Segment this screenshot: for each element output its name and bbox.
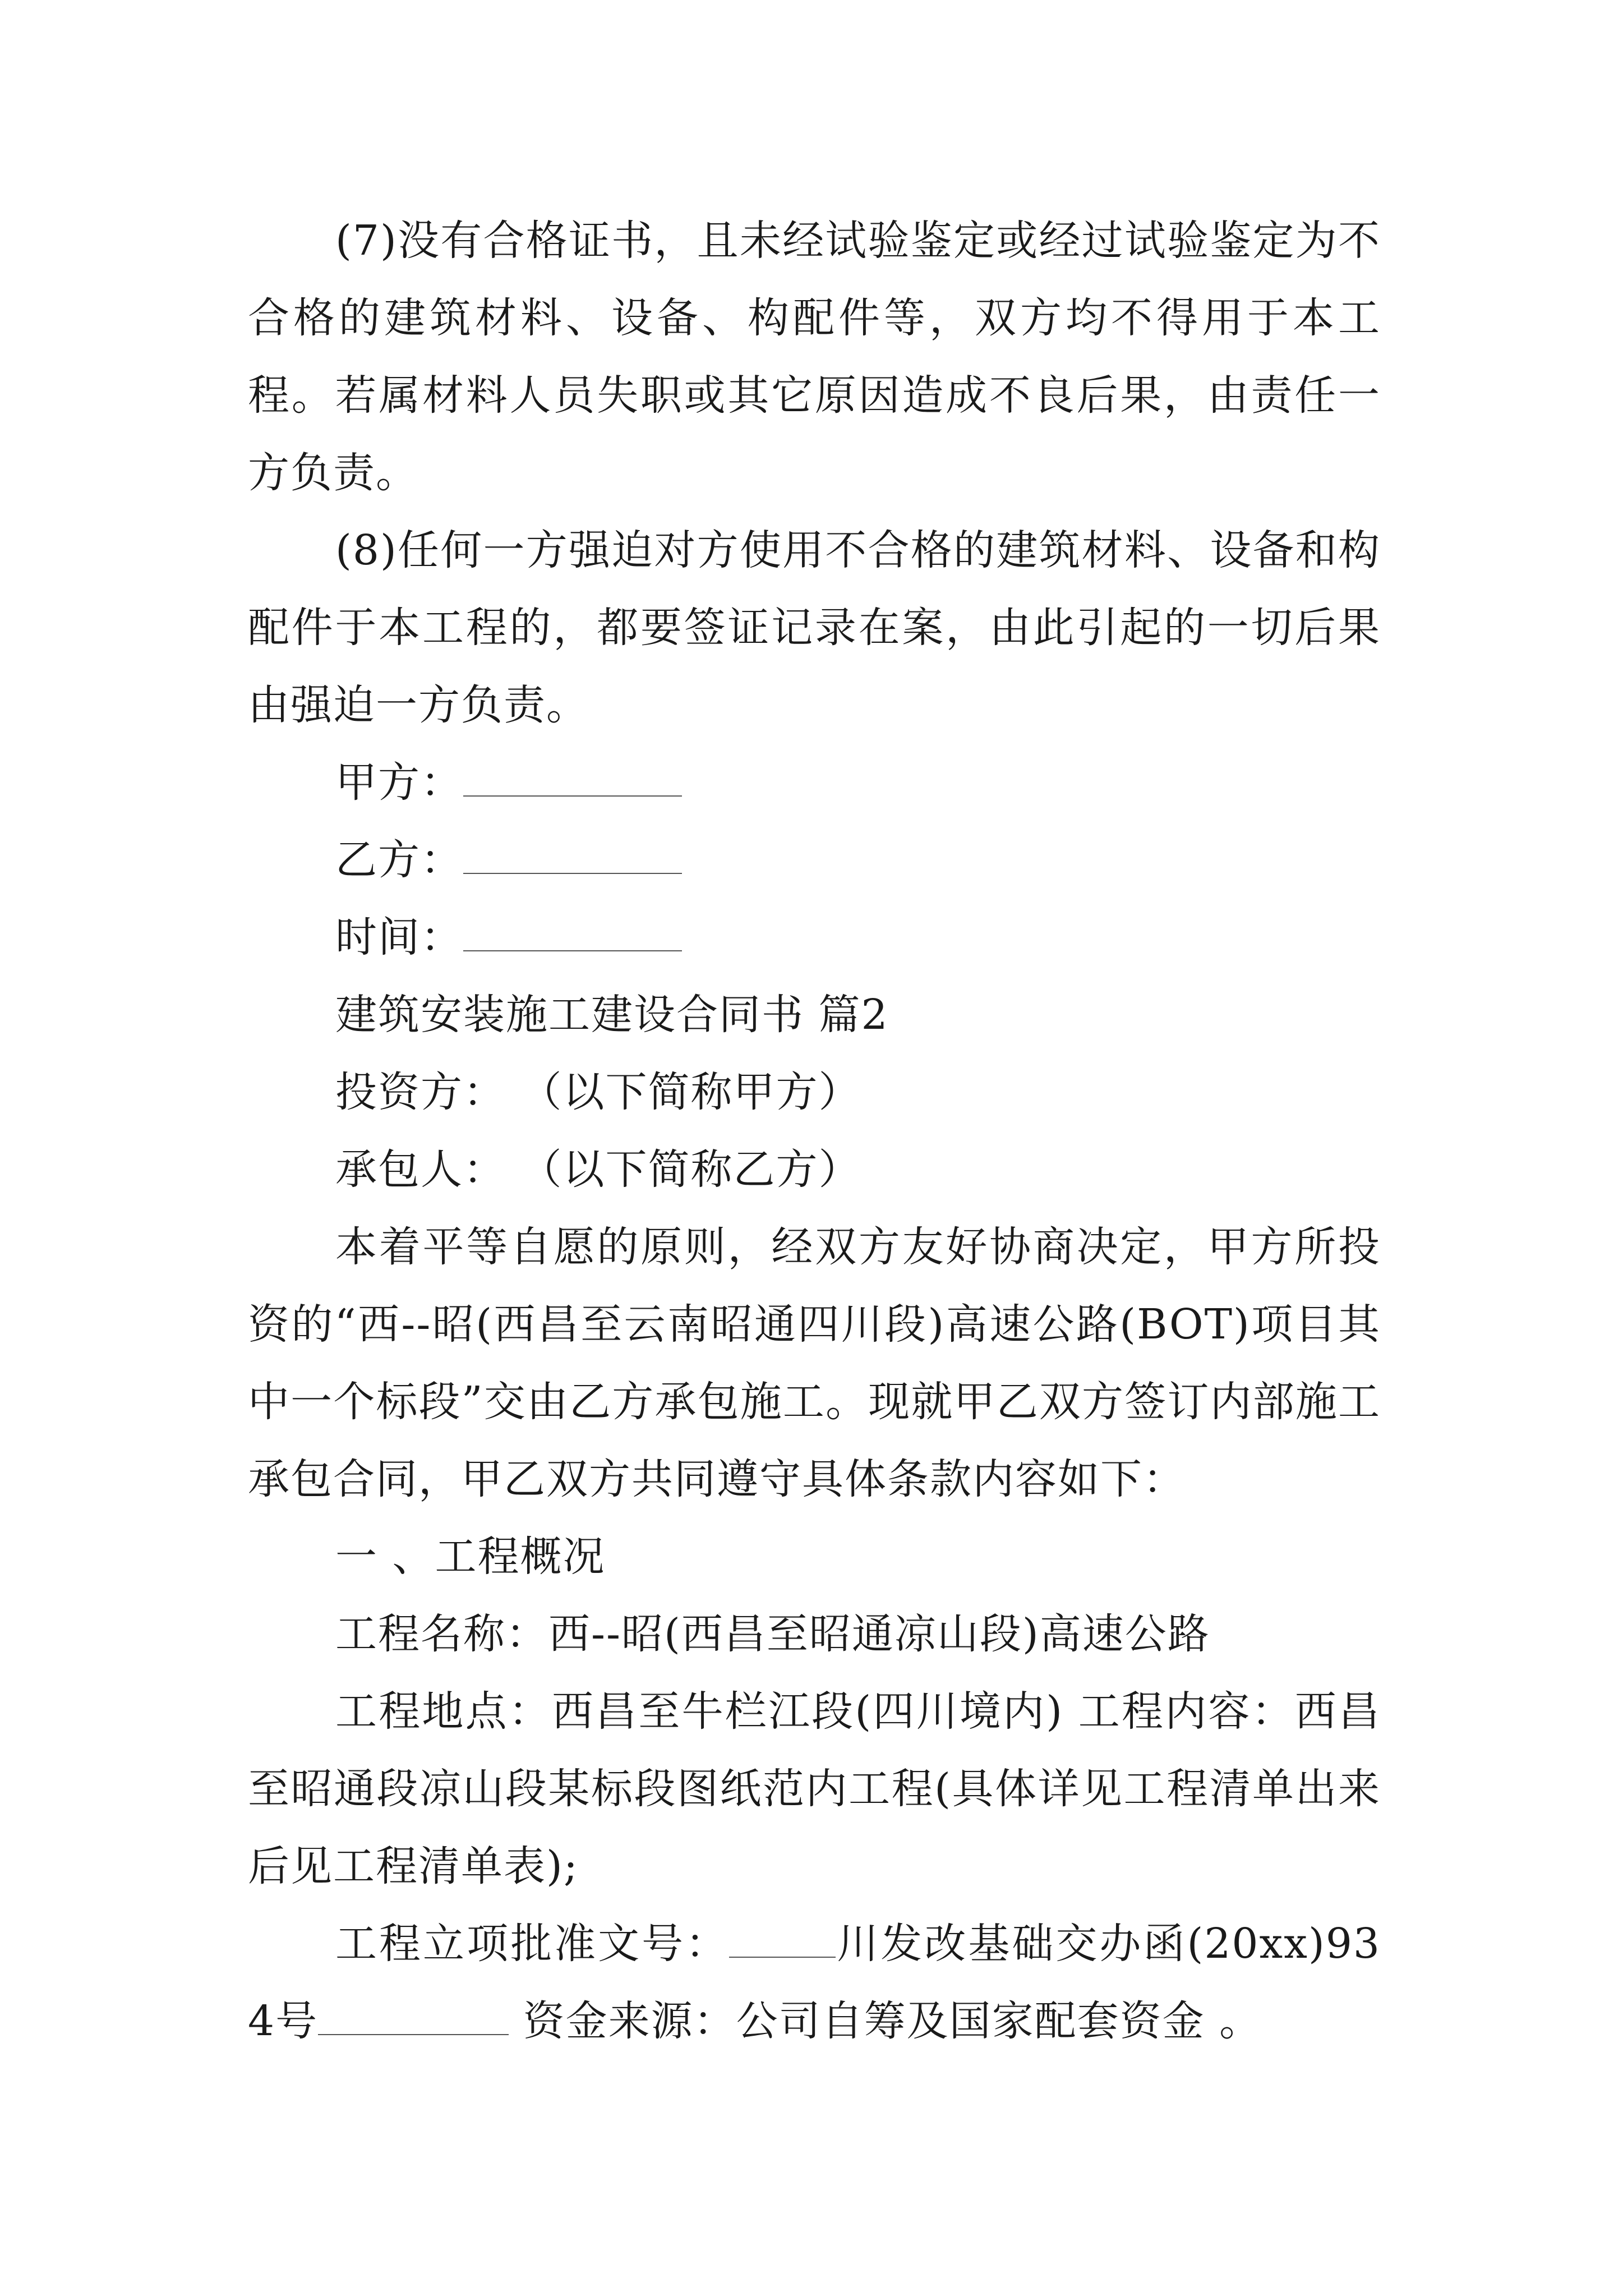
clause-7-paragraph: (7)没有合格证书，且未经试验鉴定或经过试验鉴定为不合格的建筑材料、设备、构配件等，双方均不得用于本工程。若属材料人员失职或其它原因造成不良后果，由责任一方负责。 [248,217,1381,497]
party-b-blank [463,839,682,874]
date-blank [463,917,682,951]
party-a-signature-line [248,744,1381,821]
approval-blank-after [318,2000,509,2035]
party-a-blank [463,762,682,797]
party-a-label: 甲方： [335,758,463,807]
project-name-line: 工程名称：西--昭(西昌至昭通凉山段)高速公路 [335,1610,1210,1658]
party-b-label: 乙方： [335,836,463,884]
section-title: 建筑安装施工建设合同书 篇2 [335,991,889,1039]
funding-source: 资金来源：公司自筹及国家配套资金 。 [509,1997,1262,2045]
intro-paragraph: 本着平等自愿的原则，经双方友好协商决定，甲方所投资的“西--昭(西昌至云南昭通四川段)高速公路(BOT)项目其中一个标段”交由乙方承包施工。现就甲乙双方签订内部施工承包合同，甲乙双方共同遵守具体条款内容如下： [248,1223,1381,1503]
approval-number: 川发改基础交办函(20xx)934号 [248,1920,1381,2045]
contractor-line: 承包人： （以下简称乙方） [335,1145,861,1194]
date-signature-line [248,899,1381,976]
date-label: 时间： [335,913,463,961]
project-location-paragraph: 工程地点：西昌至牛栏江段(四川境内) 工程内容：西昌至昭通段凉山段某标段图纸范内工程(具体详见工程清单出来后见工程清单表); [248,1687,1381,1890]
approval-label: 工程立项批准文号： [335,1920,730,1968]
party-b-signature-line [248,821,1381,899]
heading-project-overview: 一 、工程概况 [335,1533,606,1581]
approval-paragraph [248,1905,1381,2060]
approval-blank-before [729,1923,836,1958]
clause-8-paragraph: (8)任何一方强迫对方使用不合格的建筑材料、设备和构配件于本工程的，都要签证记录在案，由此引起的一切后果由强迫一方负责。 [248,526,1381,729]
investor-line: 投资方： （以下简称甲方） [335,1068,861,1116]
document-page [248,202,1381,2060]
